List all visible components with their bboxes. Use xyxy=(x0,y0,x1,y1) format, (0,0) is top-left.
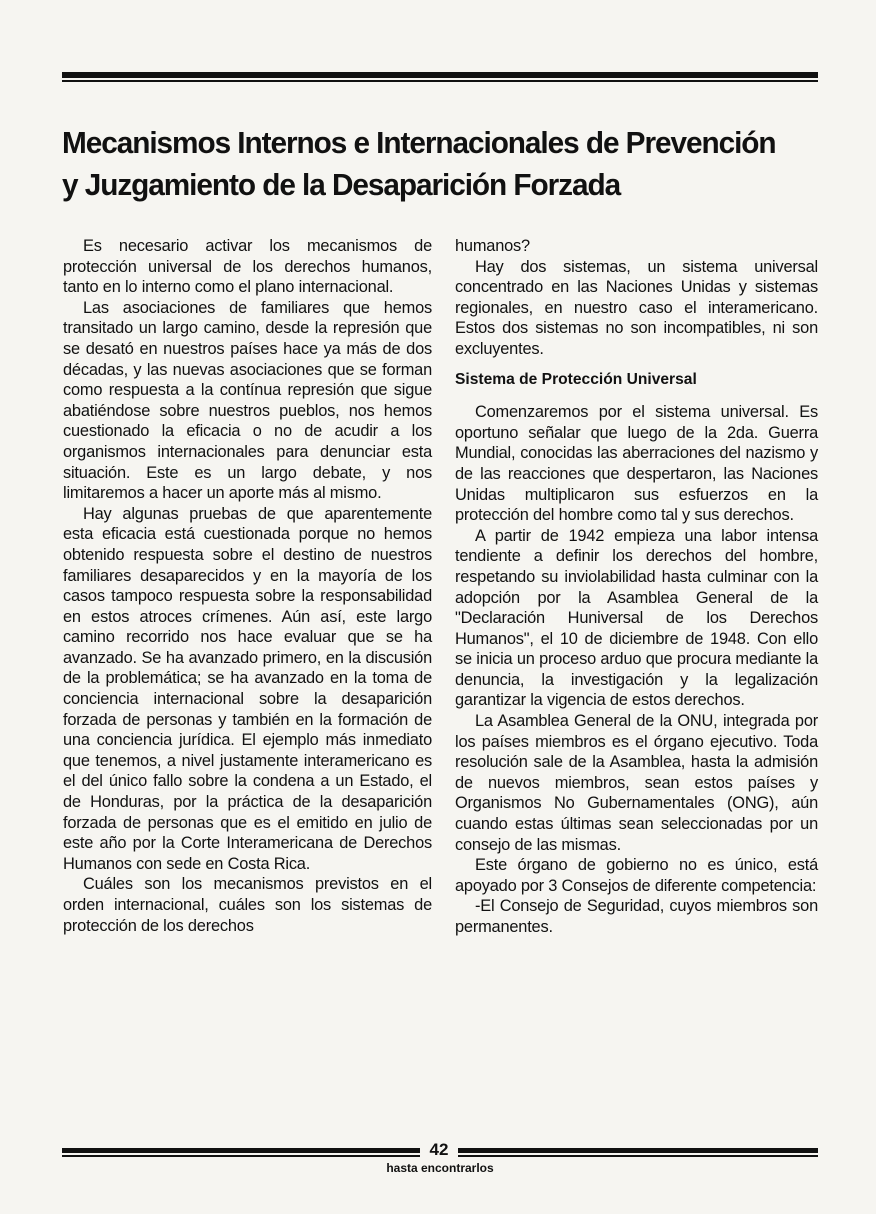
top-rule-thick xyxy=(62,72,818,78)
paragraph: Comenzaremos por el sistema universal. Es oportuno señalar que luego de la 2da. Guerra Mundial, conocidas las aberraciones del nazismo y de las reacciones que despertaron, las Naciones Unidas multiplicaron sus esfuerzos en la protección del hombre como tal y sus derechos. xyxy=(455,403,818,525)
bottom-rule-left xyxy=(62,1148,420,1159)
right-column xyxy=(455,236,818,938)
page-number: 42 xyxy=(429,1140,449,1159)
paragraph: A partir de 1942 empieza una labor intensa tendiente a definir los derechos del hombre, respetando su inviolabilidad hasta culminar con la adopción por la Asamblea General de la "Declaración Huniversal de los Derechos Humanos", el 10 de diciembre de 1948. Con ello se inicia un proceso arduo que procura mediante la denuncia, la investigación y la legalización garantizar la vigencia de estos derechos. xyxy=(455,526,818,710)
paragraph: Es necesario activar los mecanismos de protección universal de los derechos humanos, tanto en lo interno como el plano internacional. xyxy=(63,237,432,297)
paragraph: Este órgano de gobierno no es único, está apoyado por 3 Consejos de diferente competencia: xyxy=(455,856,818,895)
bottom-rule-left-thick xyxy=(62,1148,420,1153)
paragraph: Hay algunas pruebas de que aparentemente esta eficacia está cuestionada porque no hemos obtenido respuesta sobre el destino de nuestros familiares desaparecidos y en la mayoría de los casos tampoco respuesta sobre la responsabilidad en estos atroces crímenes. Aún así, este largo camino recorrido nos hace evaluar que se ha avanzado. Se ha avanzado primero, en la discusión de la problemática; se ha avanzado en la toma de conciencia internacional sobre la desaparición forzada de personas y también en la formación de una conciencia jurídica. El ejemplo más inmediato que tenemos, a nivel justamente interamericano es el del único fallo sobre la condena a un Estado, el de Honduras, por la práctica de la desaparición forzada de personas que es el emitido en julio de este año por la Corte Interamericana de Derechos Humanos con sede en Costa Rica. xyxy=(63,504,432,873)
paragraph: Hay dos sistemas, un sistema universal concentrado en las Naciones Unidas y sistemas regionales, en nuestro caso el interamericano. Estos dos sistemas no son incompatibles, ni son excluyentes. xyxy=(455,257,818,358)
bottom-rule-left-thin xyxy=(62,1155,420,1157)
title-line-2: y Juzgamiento de la Desaparición Forzada xyxy=(62,167,621,202)
top-rule-thin xyxy=(62,80,818,82)
bottom-rule-right-thin xyxy=(458,1155,818,1157)
article-title xyxy=(62,122,792,206)
paragraph: Cuáles son los mecanismos previstos en el orden internacional, cuáles son los sistemas de protección de los derechos xyxy=(63,875,432,935)
title-line-1: Mecanismos Internos e Internacionales de Prevención xyxy=(62,125,776,160)
publication-name: hasta encontrarlos xyxy=(386,1161,494,1175)
paragraph: -El Consejo de Seguridad, cuyos miembros son permanentes. xyxy=(455,897,818,936)
top-double-rule xyxy=(62,72,818,83)
left-column xyxy=(63,236,432,936)
paragraph: Las asociaciones de familiares que hemos transitado un largo camino, desde la represión que se desató en nuestros países hace ya más de dos décadas, y las nuevas asociaciones que se forman como respuesta a la contínua represión que sigue abatiéndose sobre nuestros pueblos, nos hemos cuestionado la eficacia o no de acudir a los organismos internacionales para denunciar esta situación. Este es un largo debate, y nos limitaremos a hacer un aporte más al mismo. xyxy=(63,298,432,503)
bottom-rule-right xyxy=(458,1148,818,1159)
paragraph: La Asamblea General de la ONU, integrada por los países miembros es el órgano ejecutivo. Toda resolución sale de la Asamblea, hasta la admisión de nuevos miembros, sean estos países y Organismos No Gubernamentales (ONG), aún cuando estas últimas sean seleccionadas por un consejo de las mismas. xyxy=(455,712,818,854)
bottom-rule-right-thick xyxy=(458,1148,818,1153)
section-heading: Sistema de Protección Universal xyxy=(455,370,697,388)
paragraph-continuation: humanos? xyxy=(455,237,530,255)
